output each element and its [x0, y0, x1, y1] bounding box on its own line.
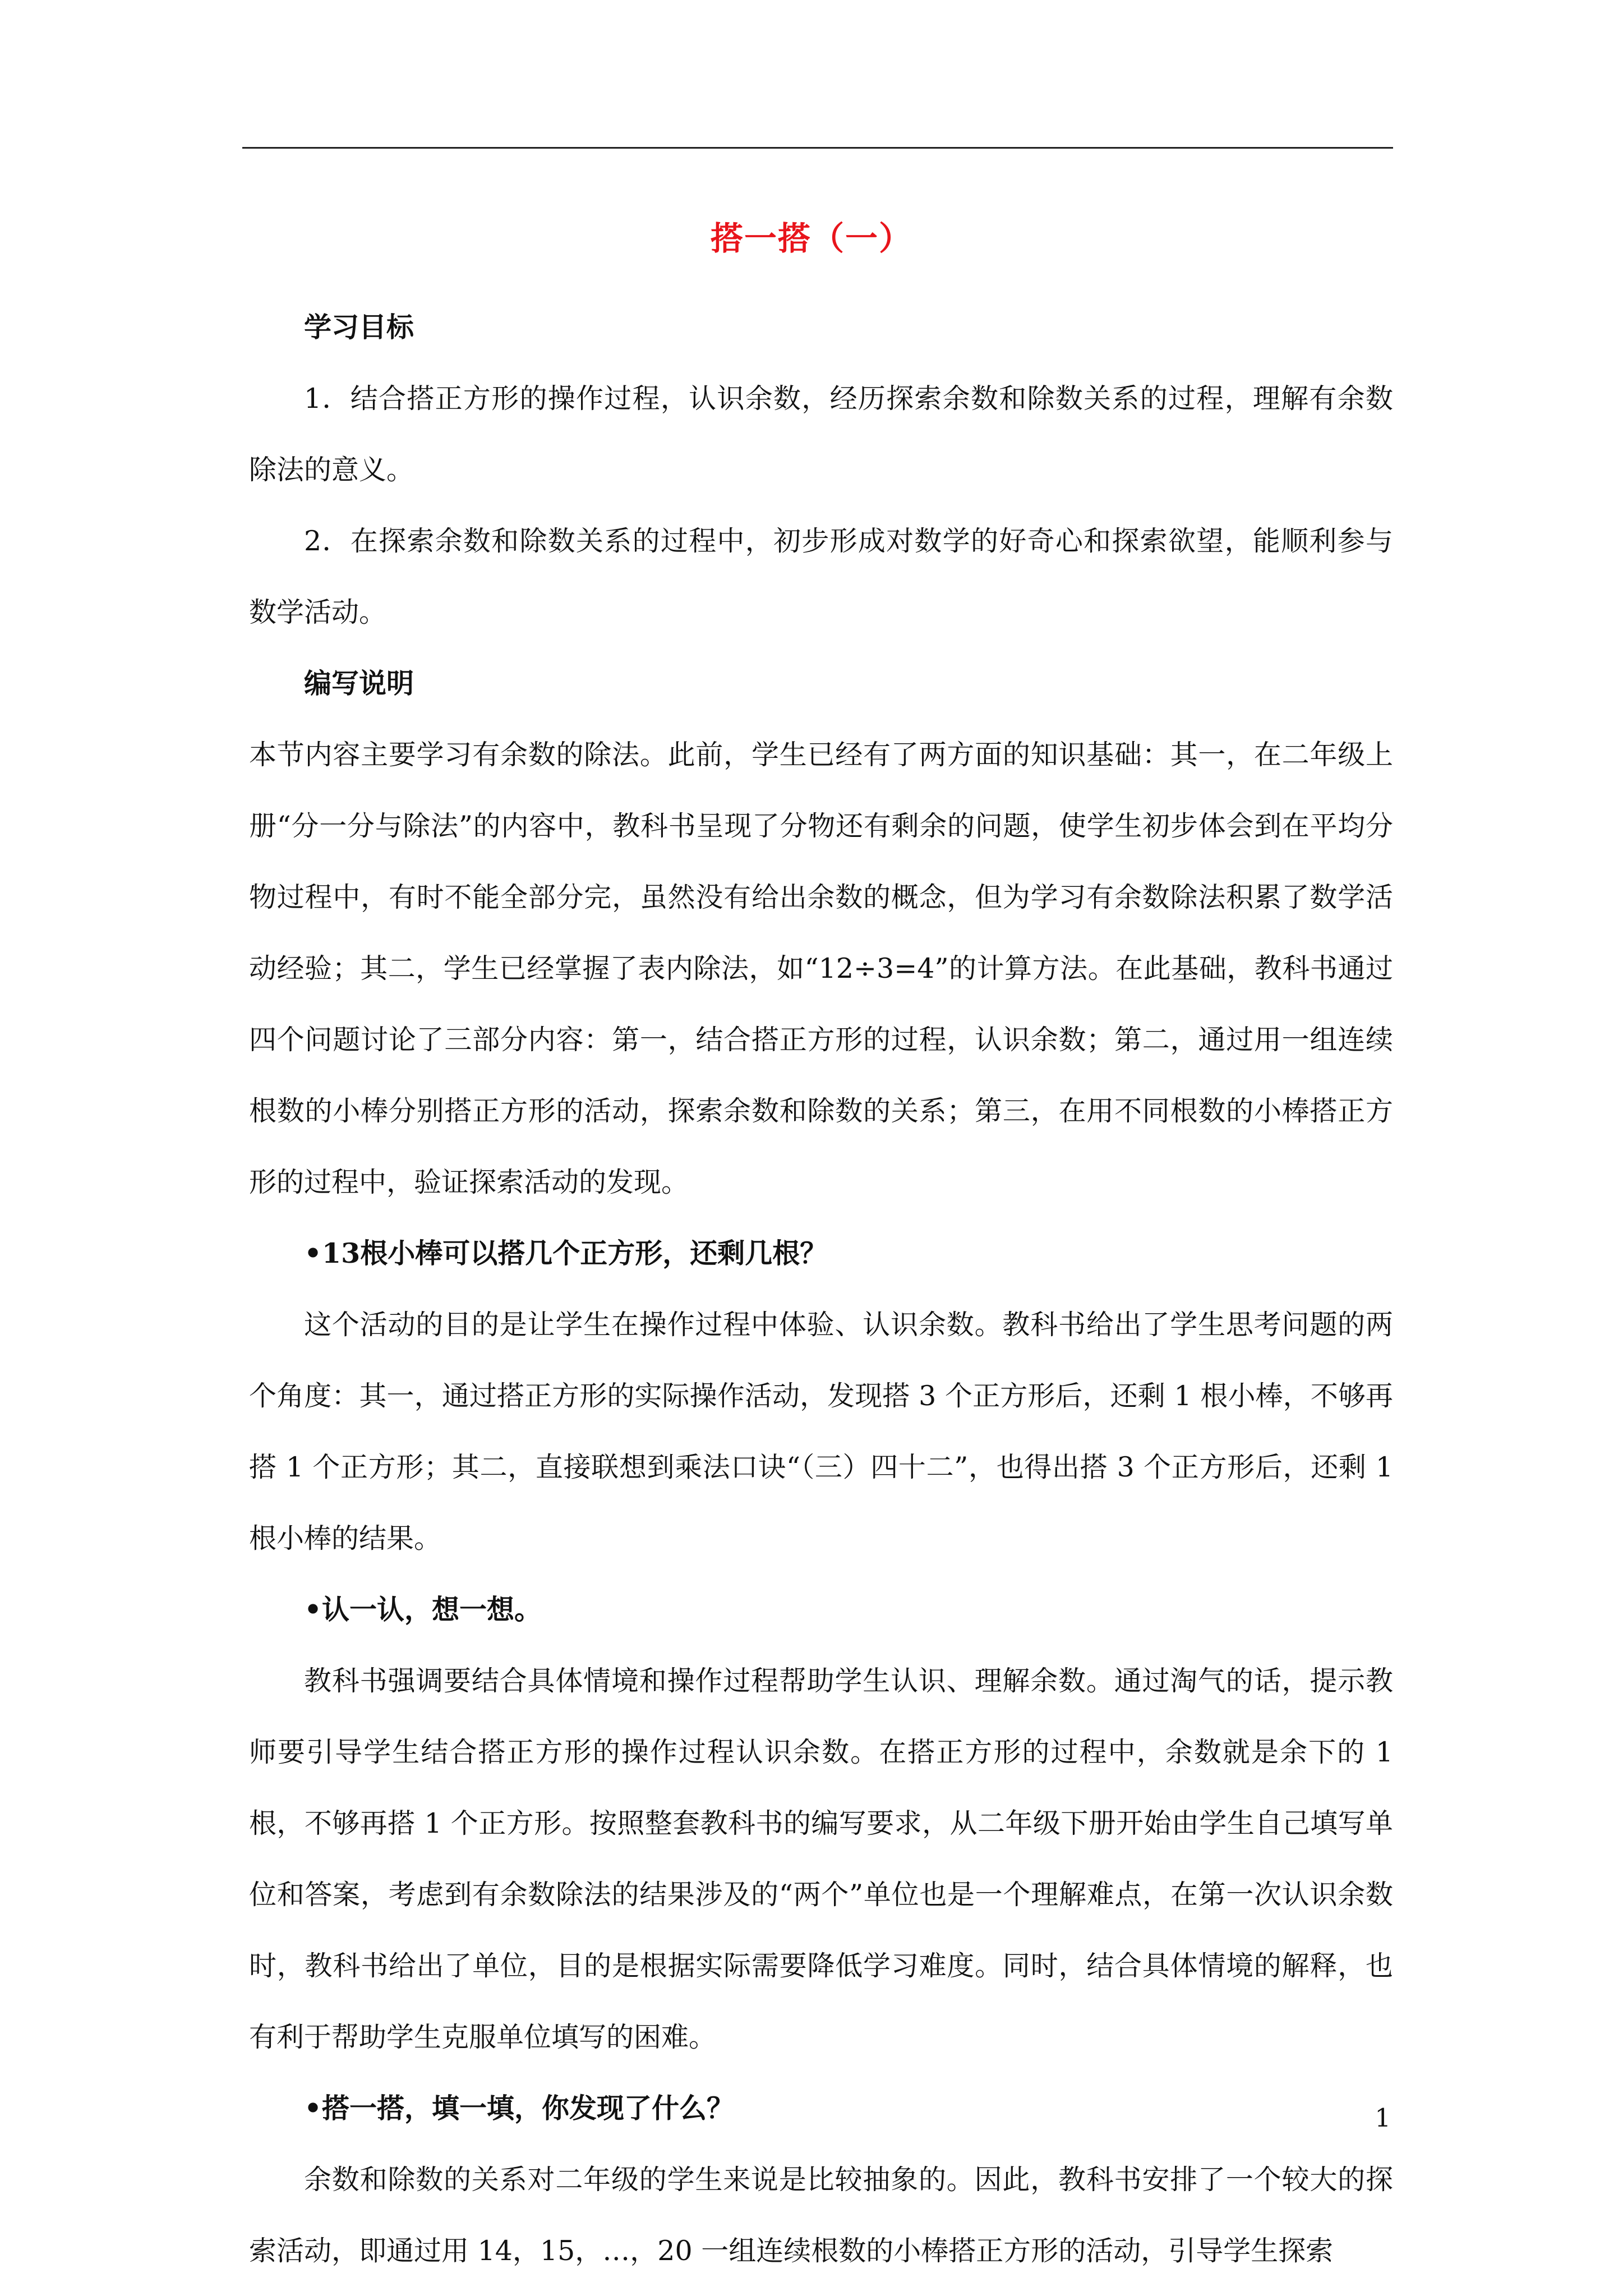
document-body — [249, 292, 1393, 2286]
question-paragraph-2: 教科书强调要结合具体情境和操作过程帮助学生认识、理解余数。通过淘气的话，提示教师要引导学生结合搭正方形的操作过程认识余数。在搭正方形的过程中，余数就是余下的 1 根，不够再搭 1 个正方形。按照整套教科书的编写要求，从二年级下册开始由学生自己填写单位和答案，考虑到有余数除法的结果涉及的“两个”单位也是一个理解难点，在第一次认识余数时，教科书给出了单位，目的是根据实际需要降低学习难度。同时，结合具体情境的解释，也有利于帮助学生克服单位填写的困难。 — [249, 1665, 1393, 2053]
question-heading-1 — [249, 1218, 1393, 1289]
question-heading-2 — [249, 1574, 1393, 1645]
question-heading-text: 认一认，想一想。 — [322, 1593, 542, 1626]
goals-heading: 学习目标 — [304, 311, 414, 343]
question-heading-text: 搭一搭，填一填，你发现了什么？ — [322, 2092, 735, 2124]
notes-heading: 编写说明 — [304, 667, 414, 700]
bullet-icon: • — [304, 2092, 322, 2124]
question-paragraph-3: 余数和除数的关系对二年级的学生来说是比较抽象的。因此，教科书安排了一个较大的探索活动，即通过用 14，15，…，20 一组连续根数的小棒搭正方形的活动，引导学生探索 — [249, 2164, 1393, 2267]
notes-paragraph: 本节内容主要学习有余数的除法。此前，学生已经有了两方面的知识基础：其一，在二年级上册“分一分与除法”的内容中，教科书呈现了分物还有剩余的问题，使学生初步体会到在平均分物过程中，有时不能全部分完，虽然没有给出余数的概念，但为学习有余数除法积累了数学活动经验；其二，学生已经掌握了表内除法，如“12÷3=4”的计算方法。在此基础，教科书通过四个问题讨论了三部分内容：第一，结合搭正方形的过程，认识余数；第二，通过用一组连续根数的小棒分别搭正方形的活动，探索余数和除数的关系；第三，在用不同根数的小棒搭正方形的过程中，验证探索活动的发现。 — [249, 739, 1393, 1198]
bullet-icon: • — [304, 1237, 322, 1269]
question-paragraph-1: 这个活动的目的是让学生在操作过程中体验、认识余数。教科书给出了学生思考问题的两个角度：其一，通过搭正方形的实际操作活动，发现搭 3 个正方形后，还剩 1 根小棒，不够再搭 1 个正方形；其二，直接联想到乘法口诀“（三）四十二”，也得出搭 3 个正方形后，还剩 1 根小棒的结果。 — [249, 1309, 1393, 1554]
question-heading-3 — [249, 2073, 1393, 2144]
header-rule — [242, 147, 1393, 149]
goal-item-2: 2．在探索余数和除数关系的过程中，初步形成对数学的好奇心和探索欲望，能顺利参与数学活动。 — [249, 525, 1393, 628]
document-title: 搭一搭（一） — [710, 219, 912, 257]
bullet-icon: • — [304, 1593, 322, 1626]
goal-item-1: 1．结合搭正方形的操作过程，认识余数，经历探索余数和除数关系的过程，理解有余数除法的意义。 — [249, 383, 1393, 486]
question-heading-text: 13根小棒可以搭几个正方形，还剩几根？ — [322, 1237, 828, 1269]
page-number: 1 — [1375, 2103, 1391, 2133]
